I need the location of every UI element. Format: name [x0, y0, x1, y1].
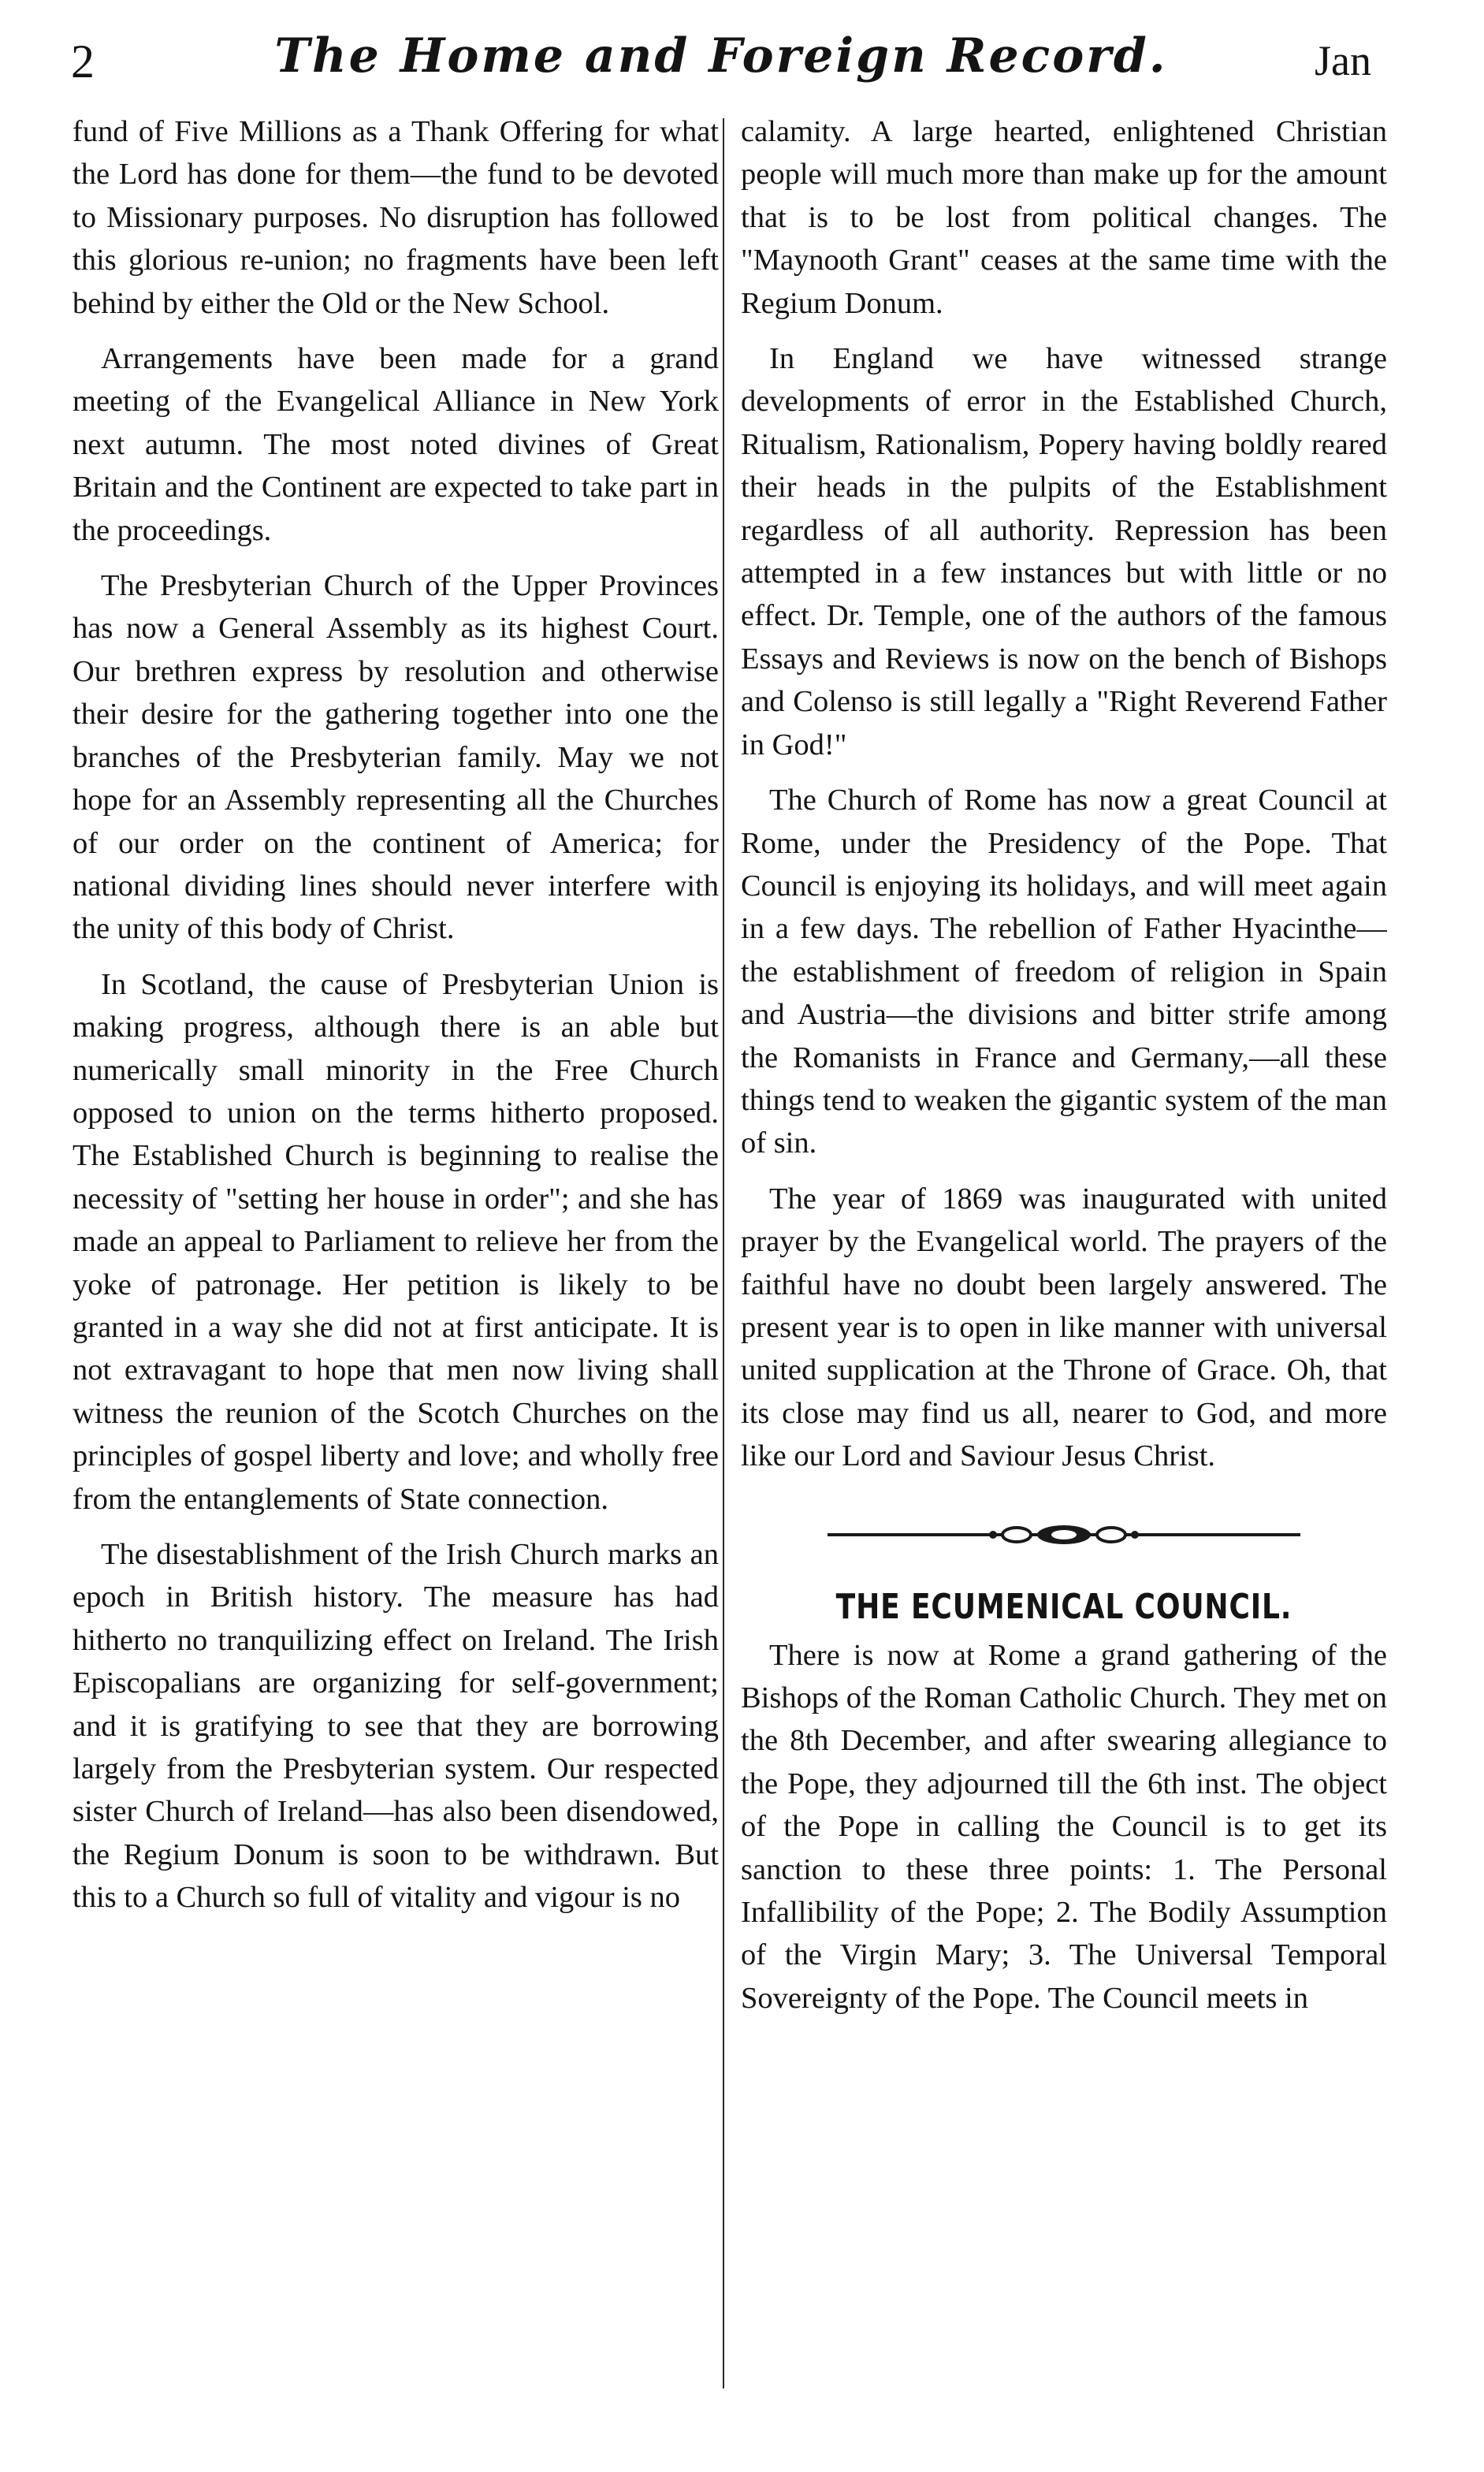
ornament-divider: [741, 1491, 1387, 1585]
paragraph-thank-offering: fund of Five Millions as a Thank Offering for what the Lord has done for them—the fund to be devoted to Missionary purposes. No disruption has followed this glorious re-union; no fragments have been left behind by either the Old or the New School.: [73, 115, 719, 320]
page-number: 2: [71, 35, 95, 87]
paragraph-scotland: In Scotland, the cause of Presbyterian Union is making progress, although there is an able but numerically small minority in the Free Church opposed to union on the terms hitherto proposed. The Established Church is beginning to realise the necessity of "setting her house in order"; and she has made an appeal to Parliament to relieve her from the yoke of patronage. Her petition is likely to be granted in a way she did not at first anticipate. It is not extravagant to hope that men now living shall witness the reunion of the Scotch Churches on the principles of gospel liberty and love; and wholly free from the entanglements of State connection.: [73, 967, 719, 1516]
right-column: [741, 110, 1387, 2420]
paragraph-upper-provinces: The Presbyterian Church of the Upper Provinces has now a General Assembly as its highest Court. Our brethren express by resolution and otherwise their desire for the gathering together into one the branches of the Presbyterian family. May we not hope for an Assembly representing all the Churches of our order on the continent of America; for national dividing lines should never interfere with the unity of this body of Christ.: [73, 569, 719, 946]
paragraph-evangelical-alliance: Arrangements have been made for a grand meeting of the Evangelical Alliance in New York next autumn. The most noted divines of Great Britain and the Continent are expected to take part in the proceedings.: [73, 342, 719, 547]
paragraph-irish-church: The disestablishment of the Irish Church marks an epoch in British history. The measure has had hitherto no tranquilizing effect on Ireland. The Irish Episcopalians are organizing for self-government; and it is gratifying to see that they are borrowing largely from the Presbyterian system. Our respected sister Church of Ireland—has also been disendowed, the Regium Donum is soon to be withdrawn. But this to a Church so full of vitality and vigour is no: [73, 1538, 719, 1915]
paragraph-ecumenical-council: There is now at Rome a grand gathering of the Bishops of the Roman Catholic Church. They met on the 8th December, and after swearing allegiance to the Pope, they adjourned till the 6th inst. The object of the Pope in calling the Council is to get its sanction to these three points: 1. The Personal Infallibility of the Pope; 2. The Bodily Assumption of the Virgin Mary; 3. The Universal Temporal Sovereignty of the Pope. The Council meets in: [741, 1638, 1387, 2015]
paragraph-calamity: calamity. A large hearted, enlightened Christian people will much more than make up for the amount that is to be lost from political changes. The "Maynooth Grant" ceases at the same time with the Regium Donum.: [741, 115, 1387, 320]
running-title: The Home and Foreign Record.: [274, 28, 1168, 84]
left-column: [73, 110, 719, 2420]
ornament-icon: [828, 1519, 1300, 1551]
section-heading: THE ECUMENICAL COUNCIL.: [835, 1586, 1292, 1627]
column-divider: [723, 118, 724, 2388]
paragraph-year-1869: The year of 1869 was inaugurated with united prayer by the Evangelical world. The prayers of the faithful have no doubt been largely answered. The present year is to open in like manner with universal united supplication at the Throne of Grace. Oh, that its close may find us all, nearer to God, and more like our Lord and Saviour Jesus Christ.: [741, 1182, 1387, 1473]
page-header: [71, 28, 1371, 99]
paragraph-england: In England we have witnessed strange developments of error in the Established Church, Ritualism, Rationalism, Popery having boldly reared their heads in the pulpits of the Establishment regardless of all authority. Repression has been attempted in a few instances but with little or no effect. Dr. Temple, one of the authors of the famous Essays and Reviews is now on the bench of Bishops and Colenso is still legally a "Right Reverend Father in God!": [741, 342, 1387, 761]
header-month: Jan: [1315, 37, 1371, 84]
paragraph-church-of-rome: The Church of Rome has now a great Council at Rome, under the Presidency of the Pope. That Council is enjoying its holidays, and will meet again in a few days. The rebellion of Father Hyacinthe—the establishment of freedom of religion in Spain and Austria—the divisions and bitter strife among the Romanists in France and Germany,—all these things tend to weaken the gigantic system of the man of sin.: [741, 784, 1387, 1160]
